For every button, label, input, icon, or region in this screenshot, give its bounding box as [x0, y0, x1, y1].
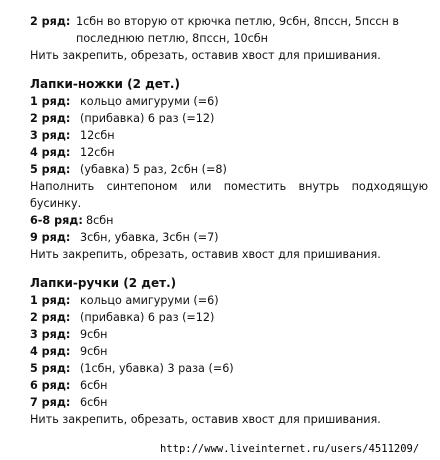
row-label: 1 ряд: [30, 294, 71, 307]
arms-row-5 [30, 360, 428, 377]
row-label: 9 ряд: [30, 231, 71, 244]
arms-row-2 [30, 309, 428, 326]
row-text: 3сбн, убавка, 3сбн (=7) [80, 231, 219, 244]
pattern-document [30, 13, 428, 428]
legs-section-title: Лапки-ножки (2 дет.) [30, 77, 180, 91]
row-label: 7 ряд: [30, 396, 71, 409]
top-finish-note: Нить закрепить, обрезать, оставив хвост для пришивания. [30, 49, 381, 62]
row-label: 6-8 ряд: [30, 214, 83, 227]
legs-row-1 [30, 93, 428, 110]
row-label: 5 ряд: [30, 362, 71, 375]
row-label: 1 ряд: [30, 95, 71, 108]
row-label: 2 ряд: [30, 311, 71, 324]
spacer [30, 263, 428, 275]
row-text: 9сбн [80, 328, 108, 341]
row-text: 8сбн [86, 214, 114, 227]
row-label: 4 ряд: [30, 146, 71, 159]
row-text: 6сбн [80, 396, 108, 409]
row-label: 3 ряд: [30, 129, 71, 142]
arms-row-1 [30, 292, 428, 309]
legs-stuffing-note: Наполнить синтепоном или поместить внутрь подходящую бусинку. [30, 180, 428, 210]
row-label: 3 ряд: [30, 328, 71, 341]
legs-row-9 [30, 229, 428, 246]
legs-finish-note: Нить закрепить, обрезать, оставив хвост для пришивания. [30, 248, 381, 261]
row-label: 4 ряд: [30, 345, 71, 358]
arms-section-title: Лапки-ручки (2 дет.) [30, 276, 177, 290]
row-text: 6сбн [80, 379, 108, 392]
row-text: 1сбн во вторую от крючка петлю, 9сбн, 8пссн, 5пссн в последнюю петлю, 8пссн, 10сбн [76, 15, 400, 45]
row-text: (1сбн, убавка) 3 раза (=6) [80, 362, 234, 375]
row-text: кольцо амигуруми (=6) [80, 294, 219, 307]
legs-row-2 [30, 110, 428, 127]
row-text: (прибавка) 6 раз (=12) [80, 112, 215, 125]
row-label: 2 ряд: [30, 112, 71, 125]
row-text: 12сбн [80, 146, 115, 159]
arms-row-6 [30, 377, 428, 394]
source-watermark: http://www.liveinternet.ru/users/4511209/ [160, 443, 420, 455]
row-label: 6 ряд: [30, 379, 71, 392]
row-text: 9сбн [80, 345, 108, 358]
row-text: кольцо амигуруми (=6) [80, 95, 219, 108]
legs-row-6-8 [30, 212, 428, 229]
row-text: (прибавка) 6 раз (=12) [80, 311, 215, 324]
legs-row-3 [30, 127, 428, 144]
arms-row-3 [30, 326, 428, 343]
row-label: 2 ряд: [30, 15, 71, 28]
top-row-2 [30, 13, 428, 47]
legs-row-4 [30, 144, 428, 161]
row-label: 5 ряд: [30, 163, 71, 176]
row-text: (убавка) 5 раз, 2сбн (=8) [80, 163, 227, 176]
spacer [30, 64, 428, 76]
legs-row-5 [30, 161, 428, 178]
row-text: 12сбн [80, 129, 115, 142]
arms-row-4 [30, 343, 428, 360]
arms-row-7 [30, 394, 428, 411]
arms-finish-note: Нить закрепить, обрезать, оставив хвост для пришивания. [30, 413, 381, 426]
